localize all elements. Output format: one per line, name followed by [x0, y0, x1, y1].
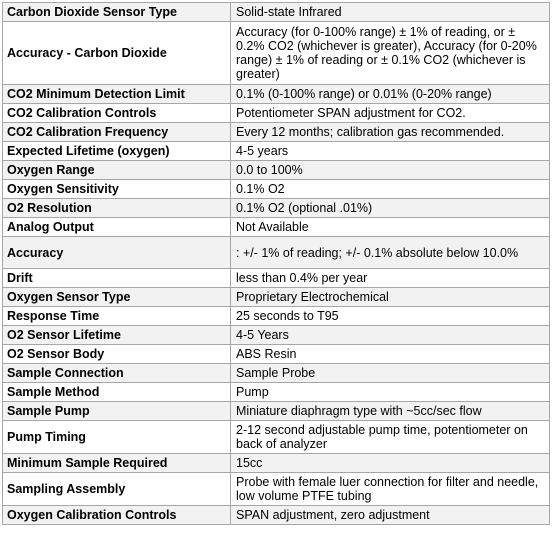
table-row: [3, 199, 550, 218]
row-label: Oxygen Calibration Controls: [3, 506, 231, 525]
spec-table-body: [3, 3, 550, 525]
row-value: Potentiometer SPAN adjustment for CO2.: [231, 104, 550, 123]
row-label: Accuracy - Carbon Dioxide: [3, 22, 231, 85]
row-value: 0.1% O2 (optional .01%): [231, 199, 550, 218]
row-label: CO2 Calibration Controls: [3, 104, 231, 123]
table-row: [3, 123, 550, 142]
row-label: Analog Output: [3, 218, 231, 237]
row-value: 0.0 to 100%: [231, 161, 550, 180]
row-value: Accuracy (for 0-100% range) ± 1% of reading, or ± 0.2% CO2 (whichever is greater), Accuracy (for 0-20% range) ± 1% of reading or ± 0.1% CO2 (whichever is greater): [231, 22, 550, 85]
row-value: SPAN adjustment, zero adjustment: [231, 506, 550, 525]
row-label: O2 Sensor Body: [3, 345, 231, 364]
table-row: [3, 269, 550, 288]
table-row: [3, 161, 550, 180]
row-label: Sample Pump: [3, 402, 231, 421]
table-row: [3, 288, 550, 307]
table-row: [3, 454, 550, 473]
row-value: 25 seconds to T95: [231, 307, 550, 326]
row-value: 4-5 years: [231, 142, 550, 161]
row-label: Oxygen Sensor Type: [3, 288, 231, 307]
row-value: 0.1% O2: [231, 180, 550, 199]
table-row: [3, 307, 550, 326]
table-row: [3, 421, 550, 454]
table-row: [3, 506, 550, 525]
table-row: [3, 402, 550, 421]
row-label: Sampling Assembly: [3, 473, 231, 506]
row-value: 2-12 second adjustable pump time, potentiometer on back of analyzer: [231, 421, 550, 454]
table-row: [3, 142, 550, 161]
table-row: [3, 383, 550, 402]
row-value: Proprietary Electrochemical: [231, 288, 550, 307]
table-row: [3, 364, 550, 383]
row-label: O2 Sensor Lifetime: [3, 326, 231, 345]
table-row: [3, 3, 550, 22]
row-label: Response Time: [3, 307, 231, 326]
table-row: [3, 473, 550, 506]
table-row: [3, 237, 550, 269]
row-value: 0.1% (0-100% range) or 0.01% (0-20% range): [231, 85, 550, 104]
row-label: CO2 Minimum Detection Limit: [3, 85, 231, 104]
table-row: [3, 180, 550, 199]
row-value: less than 0.4% per year: [231, 269, 550, 288]
table-row: [3, 326, 550, 345]
row-label: CO2 Calibration Frequency: [3, 123, 231, 142]
row-label: Carbon Dioxide Sensor Type: [3, 3, 231, 22]
table-row: [3, 22, 550, 85]
row-value: : +/- 1% of reading; +/- 0.1% absolute below 10.0%: [231, 237, 550, 269]
table-row: [3, 345, 550, 364]
row-value: Probe with female luer connection for filter and needle, low volume PTFE tubing: [231, 473, 550, 506]
table-row: [3, 104, 550, 123]
row-label: Expected Lifetime (oxygen): [3, 142, 231, 161]
row-value: Every 12 months; calibration gas recommended.: [231, 123, 550, 142]
row-value: Miniature diaphragm type with ~5cc/sec flow: [231, 402, 550, 421]
row-value: 4-5 Years: [231, 326, 550, 345]
row-value: ABS Resin: [231, 345, 550, 364]
row-label: Pump Timing: [3, 421, 231, 454]
row-label: Drift: [3, 269, 231, 288]
row-label: Accuracy: [3, 237, 231, 269]
row-label: O2 Resolution: [3, 199, 231, 218]
row-label: Sample Connection: [3, 364, 231, 383]
table-row: [3, 218, 550, 237]
row-label: Oxygen Sensitivity: [3, 180, 231, 199]
row-value: Sample Probe: [231, 364, 550, 383]
table-row: [3, 85, 550, 104]
row-label: Oxygen Range: [3, 161, 231, 180]
row-value: Solid-state Infrared: [231, 3, 550, 22]
row-value: 15cc: [231, 454, 550, 473]
row-label: Minimum Sample Required: [3, 454, 231, 473]
row-label: Sample Method: [3, 383, 231, 402]
row-value: Not Available: [231, 218, 550, 237]
row-value: Pump: [231, 383, 550, 402]
spec-table: [2, 2, 550, 525]
